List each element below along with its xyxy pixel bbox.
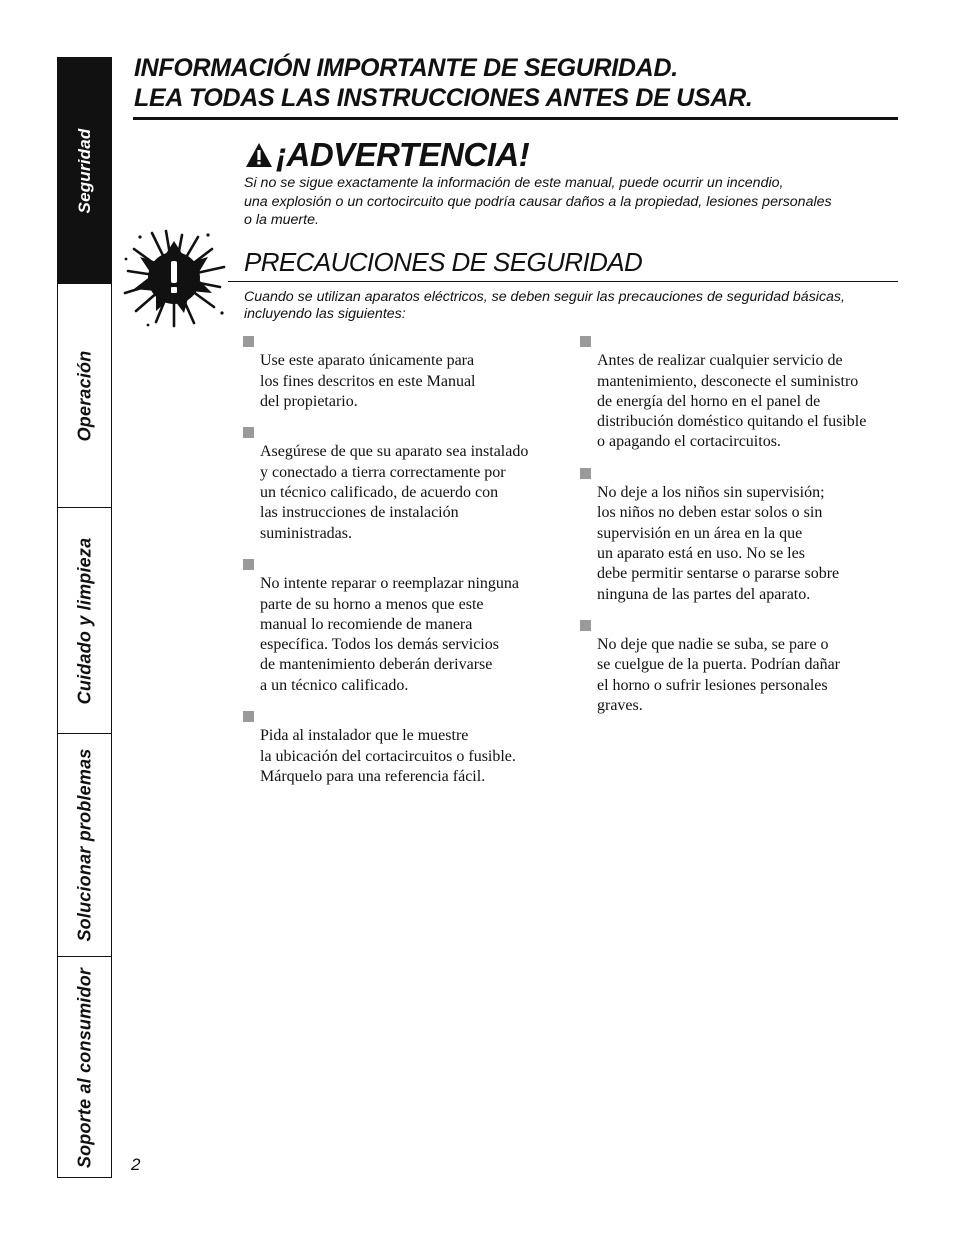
list-item-text: No deje que nadie se suba, se pare o se cuelgue de la puerta. Podrían dañar el horno o sufrir lesiones personales graves. [597, 636, 841, 715]
intro-line: Cuando se utilizan aparatos eléctricos, se deben seguir las precauciones de seguridad básicas, [244, 289, 845, 305]
tab-label: Cuidado y limpieza [74, 537, 94, 704]
list-item [242, 554, 562, 696]
list-item [242, 706, 562, 787]
list-item-text: Asegúrese de que su aparato sea instalado y conectado a tierra correctamente por un técnico calificado, de acuerdo con las instrucciones de instalación suministradas. [260, 443, 529, 542]
page-title [134, 53, 894, 113]
warning-heading [244, 136, 529, 174]
tab-label: Solucionar problemas [74, 748, 94, 942]
tab-solucionar-problemas[interactable] [58, 734, 111, 957]
list-item-text: Antes de realizar cualquier servicio de mantenimiento, desconecte el suministro de energía del horno en el panel de distribución doméstico quitando el fusible o apagando el cortacircuitos. [597, 352, 867, 451]
section-heading: PRECAUCIONES DE SEGURIDAD [244, 247, 643, 277]
precautions-intro [244, 289, 884, 323]
bullet-square-icon [580, 336, 591, 347]
tab-cuidado-y-limpieza[interactable] [58, 508, 111, 734]
precautions-list-left [242, 331, 562, 797]
page-title-line: INFORMACIÓN IMPORTANTE DE SEGURIDAD. [134, 54, 678, 82]
bullet-square-icon [243, 559, 254, 570]
exclamation-burst-icon [120, 227, 228, 329]
warning-text [244, 174, 884, 230]
tab-operacion[interactable] [58, 284, 111, 508]
section-divider [228, 281, 898, 282]
warning-text-line: una explosión o un cortocircuito que podría causar daños a la propiedad, lesiones personales [244, 193, 832, 210]
warning-title: ¡ADVERTENCIA! [276, 136, 530, 173]
warning-triangle-icon [244, 141, 274, 169]
warning-text-line: o la muerte. [244, 212, 319, 228]
intro-line: incluyendo las siguientes: [244, 306, 406, 322]
tab-seguridad[interactable] [58, 58, 111, 284]
list-item-text: Pida al instalador que le muestre la ubicación del cortacircuitos o fusible. Márquelo para una referencia fácil. [260, 727, 516, 785]
precautions-list-right [579, 331, 899, 726]
tab-label: Soporte al consumidor [74, 967, 94, 1169]
bullet-square-icon [580, 468, 591, 479]
list-item [579, 615, 899, 716]
section-tabs [57, 57, 112, 1178]
tab-label: Operación [74, 350, 94, 441]
tab-soporte-al-consumidor[interactable] [58, 957, 111, 1179]
bullet-square-icon [243, 427, 254, 438]
page-number: 2 [131, 1155, 141, 1174]
list-item [242, 422, 562, 544]
bullet-square-icon [243, 711, 254, 722]
list-item-text: No intente reparar o reemplazar ninguna parte de su horno a menos que este manual lo recomiende de manera específica. Todos los demás servicios de mantenimiento deberán derivarse a un técnico calificado. [260, 575, 519, 694]
tab-label: Seguridad [74, 128, 94, 213]
warning-text-line: Si no se sigue exactamente la información de este manual, puede ocurrir un incendio, [244, 175, 784, 191]
bullet-square-icon [243, 336, 254, 347]
list-item [579, 331, 899, 453]
list-item [579, 463, 899, 605]
list-item-text: Use este aparato únicamente para los fines descritos en este Manual del propietario. [260, 352, 476, 410]
page-title-line: LEA TODAS LAS INSTRUCCIONES ANTES DE USAR. [134, 84, 753, 112]
list-item-text: No deje a los niños sin supervisión; los niños no deben estar solos o sin supervisión en un área en la que un aparato está en uso. No se les debe permitir sentarse o pararse sobre ninguna de las partes del aparato. [597, 484, 840, 603]
header-divider [133, 117, 898, 120]
bullet-square-icon [580, 620, 591, 631]
list-item [242, 331, 562, 412]
